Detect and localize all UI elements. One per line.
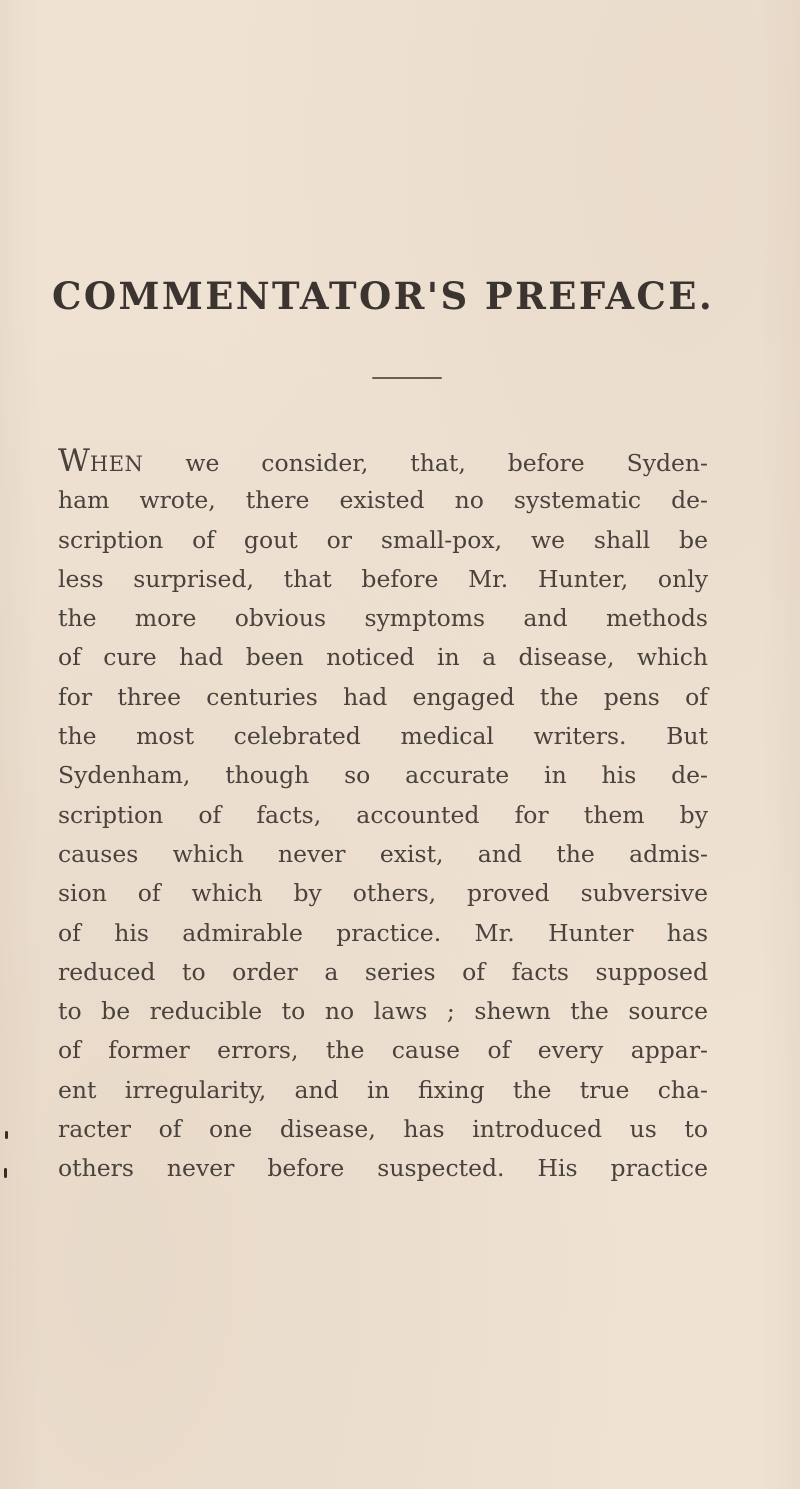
drop-cap: W	[58, 443, 90, 479]
text-line: ent irregularity, and in fixing the true cha-	[58, 1075, 708, 1104]
text-line: ham wrote, there existed no systematic de-	[58, 486, 708, 515]
text-line: the most celebrated medical writers. But	[58, 722, 708, 751]
text-line-first	[58, 442, 708, 481]
text-line: to be reducible to no laws ; shewn the source	[58, 997, 708, 1026]
text-line: scription of gout or small-pox, we shall be	[58, 525, 708, 554]
text-line: of cure had been noticed in a disease, which	[58, 643, 708, 672]
preface-text	[58, 442, 708, 1189]
text-line: of former errors, the cause of every appar-	[58, 1036, 708, 1065]
first-line-rest: we consider, that, before Syden-	[185, 449, 708, 477]
text-line: others never before suspected. His practice	[58, 1154, 708, 1183]
text-line: Sydenham, though so accurate in his de-	[58, 761, 708, 790]
text-line: of his admirable practice. Mr. Hunter has	[58, 918, 708, 947]
page-title: COMMENTATOR'S PREFACE.	[52, 274, 715, 318]
text-line: causes which never exist, and the admis-	[58, 839, 708, 868]
opening-smallcaps: HEN	[89, 452, 144, 476]
text-line: sion of which by others, proved subversive	[58, 879, 708, 908]
title-divider-rule	[372, 377, 442, 379]
margin-ink-mark	[5, 1131, 8, 1139]
margin-ink-mark	[4, 1168, 7, 1178]
text-line: reduced to order a series of facts supposed	[58, 957, 708, 986]
text-line: the more obvious symptoms and methods	[58, 604, 708, 633]
text-line: for three centuries had engaged the pens of	[58, 682, 708, 711]
text-line: scription of facts, accounted for them by	[58, 800, 708, 829]
text-line: racter of one disease, has introduced us to	[58, 1115, 708, 1144]
text-line: less surprised, that before Mr. Hunter, only	[58, 564, 708, 593]
